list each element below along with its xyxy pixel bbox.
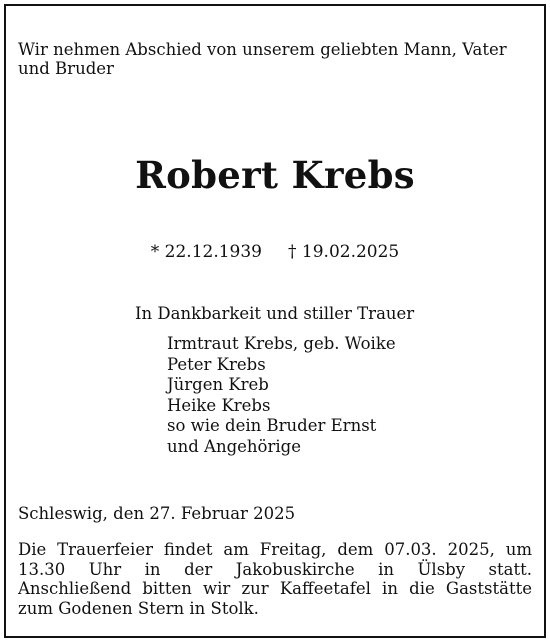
birth-date: * 22.12.1939 (150, 242, 262, 262)
funeral-line: Anschließend bitten wir zur Kaffeetafel in die Gaststätte (18, 579, 532, 598)
intro-line: Wir nehmen Abschied von unserem geliebten Mann, Vater (18, 40, 507, 59)
intro-text (18, 40, 530, 78)
funeral-line: zum Godenen Stern in Stolk. (18, 598, 259, 618)
funeral-details (18, 540, 532, 618)
mourner-name: Jürgen Kreb (167, 375, 269, 394)
funeral-line: 13.30 Uhr in der Jakobuskirche in Ülsby statt. (18, 559, 532, 579)
deceased-name: Robert Krebs (135, 153, 415, 197)
death-date: † 19.02.2025 (288, 242, 400, 262)
funeral-line: Die Trauerfeier findet am Freitag, dem 07.03. 2025, um (18, 540, 532, 559)
mourner-name: Peter Krebs (167, 354, 266, 374)
intro-line: und Bruder (18, 59, 114, 78)
mourner-name: und Angehörige (167, 436, 301, 456)
mourner-name: Heike Krebs (167, 395, 271, 415)
mourner-name: Irmtraut Krebs, geb. Woike (167, 334, 396, 353)
place-and-date: Schleswig, den 27. Februar 2025 (18, 504, 296, 523)
thanks-line: In Dankbarkeit und stiller Trauer (135, 304, 415, 323)
life-dates (0, 240, 550, 264)
mourner-name: so wie dein Bruder Ernst (167, 416, 377, 435)
mourners-list (167, 334, 396, 457)
